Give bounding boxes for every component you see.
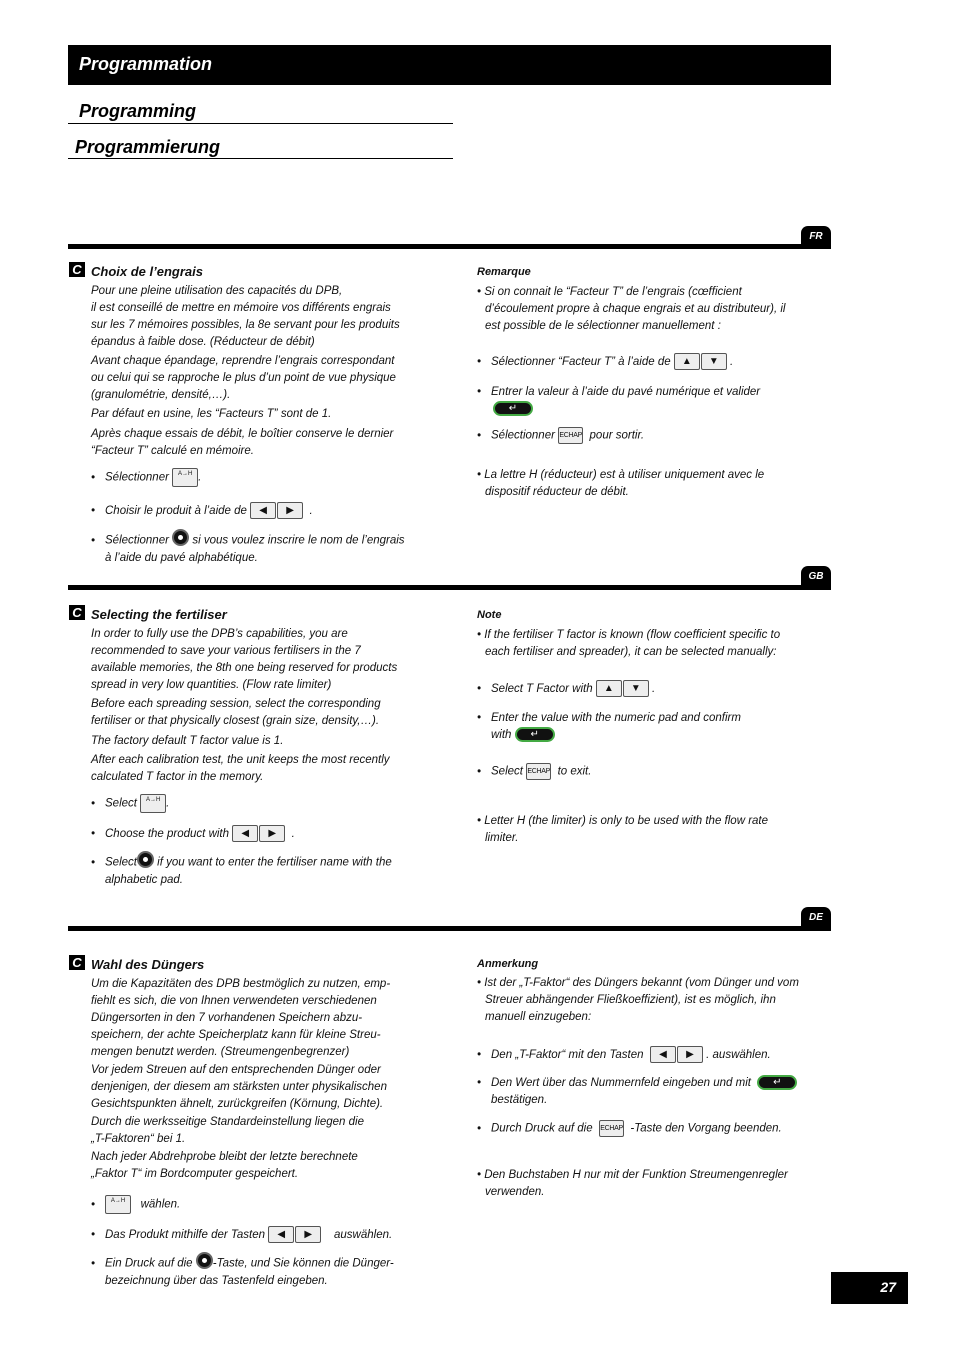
text-line: (granulométrie, densité,…). [91, 389, 231, 401]
text-line: available memories, the 8th one being reserved for products [91, 662, 398, 674]
text-line: The factory default T factor value is 1. [91, 735, 284, 747]
page-title: Programmation [79, 54, 213, 74]
step-text: Sélectionner [491, 429, 555, 442]
left-arrow-key-icon: ◀ [250, 502, 276, 519]
step-text: -Taste den Vorgang beenden. [630, 1122, 782, 1135]
step-text: Sélectionner [105, 471, 169, 484]
text-line: In order to fully use the DPB’s capabilities, you are [91, 628, 348, 640]
step-text: Den Wert über das Nummernfeld eingeben und mit [491, 1077, 751, 1089]
section-title-gb: Selecting the fertiliser [91, 607, 227, 622]
step-text: . [198, 471, 202, 484]
text-line: “Facteur T” calculé en mémoire. [91, 445, 254, 457]
text-line: limiter. [485, 832, 519, 844]
note-title-de: Anmerkung [477, 958, 539, 970]
text-line: il est conseillé de mettre en mémoire vos différents engrais [91, 302, 391, 314]
text-line: fiehlt es sich, die von Ihnen verwendeten verschiedenen [91, 995, 377, 1007]
step-text: si vous voulez inscrire le nom de l’engrais [192, 534, 405, 547]
step-text: -Taste, und Sie können die Dünger- [212, 1257, 394, 1270]
de-step-3: • Ein Druck auf die -Taste, und Sie können die Dünger- bezeichnung über das Tastenfeld eingeben. [91, 1255, 431, 1290]
enter-key-icon: ↵ [757, 1075, 797, 1090]
fr-intro [91, 283, 431, 460]
text-line: manuell einzugeben: [485, 1011, 592, 1023]
subtitle-de: Programmierung [75, 137, 221, 157]
step-text: . [309, 504, 313, 517]
text-line: épandus à faible dose. (Réducteur de débit) [91, 336, 315, 348]
down-arrow-key-icon: ▼ [701, 353, 727, 370]
right-arrow-key-icon: ▶ [277, 502, 303, 519]
text-line: Avant chaque épandage, reprendre l’engrais correspondant [91, 355, 395, 367]
step-text: . [652, 682, 656, 695]
fr-h-note [477, 467, 817, 501]
text-line: • Letter H (the limiter) is only to be used with the flow rate [477, 815, 769, 827]
de-intro [91, 976, 431, 1183]
left-arrow-key-icon: ◀ [650, 1046, 676, 1063]
section-badge: C [69, 605, 85, 620]
echap-key-icon: ECHAP [558, 427, 583, 444]
ah-key-icon: A→H [105, 1195, 131, 1214]
lang-tab-de: DE [801, 907, 831, 929]
gb-note-step-1: • Select T Factor with ▲ ▼ . [477, 680, 655, 698]
de-note-step-1: • Den „T-Faktor“ mit den Tasten ◀ ▶ . auswählen. [477, 1046, 771, 1064]
ah-key-icon: A→H [172, 468, 198, 487]
text-line: „Faktor T“ im Bordcomputer gespeichert. [91, 1168, 299, 1180]
text-line: calculated T factor in the memory. [91, 771, 264, 783]
text-line: • If the fertiliser T factor is known (flow coefficient specific to [477, 629, 781, 641]
text-line: Après chaque essais de débit, le boîtier conserve le dernier [91, 428, 394, 440]
de-note-step-3: • Durch Druck auf die ECHAP -Taste den Vorgang beenden. [477, 1120, 782, 1138]
section-rule [68, 926, 831, 931]
step-text: Sélectionner [105, 534, 169, 547]
right-arrow-key-icon: ▶ [259, 825, 285, 842]
step-text: alphabetic pad. [105, 873, 184, 886]
step-text: wählen. [140, 1198, 181, 1211]
text-line: Vor jedem Streuen auf den entsprechenden Dünger oder [91, 1064, 381, 1076]
step-text: to exit. [557, 765, 592, 778]
text-line: „T-Faktoren“ bei 1. [91, 1133, 186, 1145]
text-line: • Si on connait le “Facteur T” de l’engrais (cœfficient [477, 286, 742, 298]
note-title-fr: Remarque [477, 266, 531, 278]
text-line: verwenden. [485, 1186, 545, 1198]
fr-step-1: • Sélectionner A→H . [91, 468, 201, 487]
step-text: bestätigen. [491, 1094, 548, 1106]
fr-step-2: • Choisir le produit à l’aide de ◀ ▶ . [91, 502, 313, 520]
step-text: . [730, 355, 734, 368]
text-line: ou celui qui se rapproche le plus d’un point de vue physique [91, 372, 396, 384]
gb-step-3: • Select if you want to enter the fertiliser name with the alphabetic pad. [91, 854, 431, 889]
echap-key-icon: ECHAP [599, 1120, 624, 1137]
text-line: • Ist der „T-Faktor“ des Düngers bekannt (vom Dünger und vom [477, 977, 799, 989]
text-line: est possible de le sélectionner manuellement : [485, 320, 721, 332]
fr-note [477, 284, 817, 335]
enter-key-icon: ↵ [515, 727, 555, 742]
section-rule [68, 244, 831, 249]
up-arrow-key-icon: ▲ [674, 353, 700, 370]
fr-note-step-1: • Sélectionner “Facteur T” à l’aide de ▲ ▼ . [477, 353, 733, 371]
alpha-knob-icon [196, 1252, 213, 1269]
gb-step-1: • Select A→H . [91, 794, 169, 813]
fr-step-3: • Sélectionner si vous voulez inscrire le nom de l’engrais à l’aide du pavé alphabétique. [91, 532, 431, 567]
text-line: Düngersorten in den 7 vorhandenen Speichern abzu- [91, 1012, 363, 1024]
right-arrow-key-icon: ▶ [677, 1046, 703, 1063]
de-note [477, 975, 822, 1026]
de-note-step-2: • Den Wert über das Nummernfeld eingeben und mit ↵ bestätigen. [477, 1075, 797, 1109]
text-line: spread in very low quantities. (Flow rate limiter) [91, 679, 332, 691]
section-rule [68, 585, 831, 590]
up-arrow-key-icon: ▲ [596, 680, 622, 697]
section-badge: C [69, 955, 85, 970]
step-text: Das Produkt mithilfe der Tasten [105, 1228, 266, 1241]
section-title-fr: Choix de l’engrais [91, 264, 203, 279]
gb-note-step-3: • Select ECHAP to exit. [477, 763, 591, 781]
step-text: . auswählen. [706, 1048, 771, 1061]
text-line: Nach jeder Abdrehprobe bleibt der letzte berechnete [91, 1151, 358, 1163]
text-line: Gesichtspunkten ähnelt, zurückgreifen (Körnung, Dichte). [91, 1098, 384, 1110]
text-line: Durch die werksseitige Standardeinstellung liegen die [91, 1116, 364, 1128]
text-line: • La lettre H (réducteur) est à utiliser uniquement avec le [477, 469, 765, 481]
gb-note-step-2: • Enter the value with the numeric pad and confirm with ↵ [477, 712, 741, 741]
subtitle-gb: Programming [79, 101, 197, 121]
gb-h-note [477, 813, 817, 847]
enter-key-icon: ↵ [493, 401, 533, 416]
fr-note-step-2: • Entrer la valeur à l’aide du pavé numérique et valider ↵ [477, 386, 761, 415]
step-text: Select T Factor with [491, 682, 593, 695]
text-line: mengen benutzt werden. (Streumengenbegrenzer) [91, 1046, 350, 1058]
step-text: Choose the product with [105, 827, 230, 840]
step-text: if you want to enter the fertiliser name with the [157, 856, 392, 869]
left-arrow-key-icon: ◀ [268, 1226, 294, 1243]
gb-intro [91, 626, 431, 786]
text-line: Par défaut en usine, les “Facteurs T” sont de 1. [91, 408, 332, 420]
text-line: Streuer abhängender Fließkoeffizient), ist es möglich, ihn [485, 994, 776, 1006]
step-text: . [166, 797, 170, 810]
subtitle-underline [68, 158, 453, 159]
step-text: . [291, 827, 295, 840]
step-text: Ein Druck auf die [105, 1257, 193, 1270]
lang-tab-gb: GB [801, 566, 831, 588]
text-line: recommended to save your various fertilisers in the 7 [91, 645, 361, 657]
step-text: auswählen. [334, 1228, 393, 1241]
text-line: d’écoulement propre à chaque engrais et au distributeur), il [485, 303, 786, 315]
de-h-note [477, 1167, 822, 1201]
step-text: Den „T-Faktor“ mit den Tasten [491, 1048, 644, 1061]
section-title-de: Wahl des Düngers [91, 957, 205, 972]
gb-note [477, 627, 817, 661]
ah-key-icon: A→H [140, 794, 166, 813]
de-step-1: • A→H wählen. [91, 1195, 180, 1214]
de-step-2: • Das Produkt mithilfe der Tasten ◀ ▶ auswählen. [91, 1226, 392, 1244]
text-line: dispositif réducteur de débit. [485, 486, 629, 498]
subtitle-underline [68, 123, 453, 124]
alpha-knob-icon [172, 529, 189, 546]
step-text: Select [491, 765, 523, 778]
gb-step-2: • Choose the product with ◀ ▶ . [91, 825, 295, 843]
step-text: with [491, 729, 512, 741]
step-text: Enter the value with the numeric pad and confirm [491, 712, 741, 724]
text-line: • Den Buchstaben H nur mit der Funktion Streumengenregler [477, 1169, 788, 1181]
note-title-gb: Note [477, 609, 502, 621]
text-line: each fertiliser and spreader), it can be selected manually: [485, 646, 777, 658]
text-line: denjenigen, der diesem am stärksten unter physikalischen [91, 1081, 387, 1093]
right-arrow-key-icon: ▶ [295, 1226, 321, 1243]
step-text: Sélectionner “Facteur T” à l’aide de [491, 355, 671, 368]
lang-tab-fr: FR [801, 226, 831, 248]
step-text: Select [105, 797, 137, 810]
page-number: 27 [831, 1272, 908, 1304]
step-text: Durch Druck auf die [491, 1122, 593, 1135]
step-text: bezeichnung über das Tastenfeld eingeben. [105, 1274, 328, 1287]
step-text: Choisir le produit à l’aide de [105, 504, 247, 517]
text-line: speichern, der achte Speicherplatz kann für kleine Streu- [91, 1029, 381, 1041]
step-text: à l’aide du pavé alphabétique. [105, 551, 258, 564]
text-line: Before each spreading session, select the corresponding [91, 698, 381, 710]
echap-key-icon: ECHAP [526, 763, 551, 780]
left-arrow-key-icon: ◀ [232, 825, 258, 842]
fr-note-step-3: • Sélectionner ECHAP pour sortir. [477, 427, 644, 445]
section-badge: C [69, 262, 85, 277]
step-text: Entrer la valeur à l’aide du pavé numérique et valider [491, 386, 761, 398]
alpha-knob-icon [137, 851, 154, 868]
text-line: After each calibration test, the unit keeps the most recently [91, 754, 390, 766]
step-text: pour sortir. [589, 429, 645, 442]
text-line: Um die Kapazitäten des DPB bestmöglich zu nutzen, emp- [91, 978, 391, 990]
text-line: sur les 7 mémoires possibles, la 8e servant pour les produits [91, 319, 400, 331]
text-line: fertiliser or that physically closest (grain size, density,…). [91, 715, 380, 727]
text-line: Pour une pleine utilisation des capacités du DPB, [91, 285, 343, 297]
down-arrow-key-icon: ▼ [623, 680, 649, 697]
step-text: Select [105, 856, 137, 869]
